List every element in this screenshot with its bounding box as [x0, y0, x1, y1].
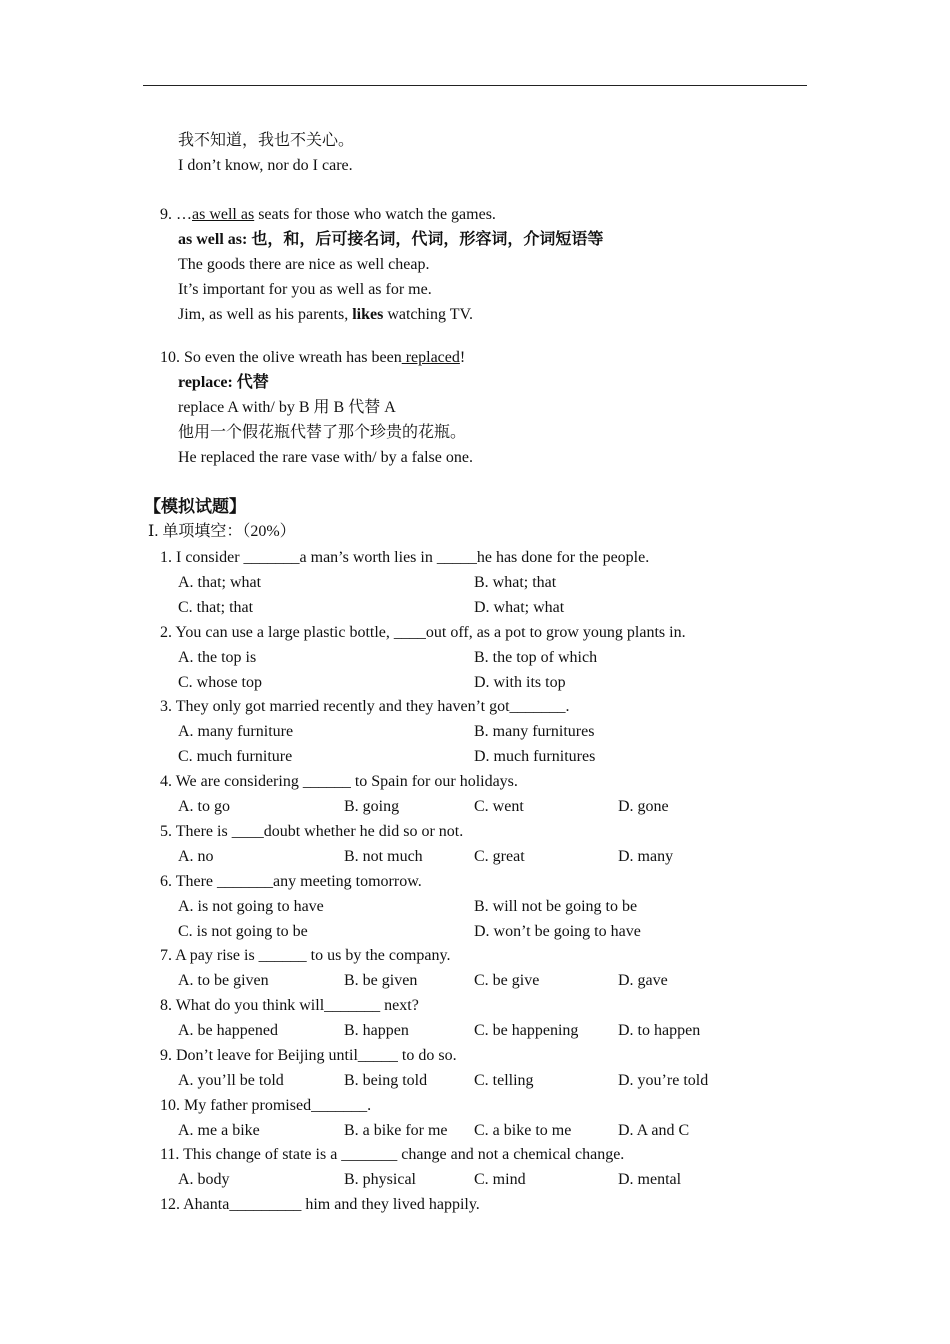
question-5-option-a: A. no [178, 848, 214, 865]
question-11-option-a: A. body [178, 1171, 230, 1188]
question-10-stem: 10. My father promised_______. [160, 1097, 372, 1114]
question-9-option-d: D. you’re told [618, 1072, 709, 1089]
note-10-pre: 10. So even the olive wreath has been [160, 349, 402, 366]
question-3-option-a: A. many furniture [178, 723, 294, 740]
note-9-definition: as well as: 也，和，后可接名词，代词，形容词，介词短语等 [178, 231, 604, 248]
note-8-chinese: 我不知道，我也不关心。 [178, 132, 355, 149]
question-2-stem: 2. You can use a large plastic bottle, ____out off, as a pot to grow young plants in. [160, 624, 686, 641]
question-10-option-c: C. a bike to me [474, 1122, 572, 1139]
question-3-stem: 3. They only got married recently and they haven’t got_______. [160, 698, 570, 715]
question-5-option-d: D. many [618, 848, 674, 865]
note-10-example-2: 他用一个假花瓶代替了那个珍贵的花瓶。 [178, 424, 467, 441]
question-8-option-d: D. to happen [618, 1022, 701, 1039]
question-8-stem: 8. What do you think will_______ next? [160, 997, 419, 1014]
part-title: Ⅰ. 单项填空：（20%） [148, 523, 296, 540]
question-4-option-d: D. gone [618, 798, 669, 815]
section-title: 【模拟试题】 [144, 497, 246, 516]
question-10-option-b: B. a bike for me [344, 1122, 448, 1139]
question-8-option-a: A. be happened [178, 1022, 278, 1039]
question-9-option-b: B. being told [344, 1072, 428, 1089]
question-11-option-c: C. mind [474, 1171, 526, 1188]
question-12-stem: 12. Ahanta_________ him and they lived happily. [160, 1196, 480, 1213]
note-9-example-3 [178, 305, 473, 325]
note-9-phrase: as well as [192, 206, 255, 223]
question-4-option-b: B. going [344, 798, 400, 815]
question-1-option-c: C. that; that [178, 599, 254, 616]
note-9-pre: 9. … [160, 206, 192, 223]
question-1-option-a: A. that; what [178, 574, 262, 591]
note-8-english: I don’t know, nor do I care. [178, 157, 353, 174]
question-11-option-d: D. mental [618, 1171, 682, 1188]
question-11-option-b: B. physical [344, 1171, 416, 1188]
note-10-example-3: He replaced the rare vase with/ by a false one. [178, 449, 473, 466]
note-9-example-3-post: watching TV. [383, 306, 473, 323]
question-1-option-d: D. what; what [474, 599, 565, 616]
question-6-option-d: D. won’t be going to have [474, 923, 641, 940]
question-6-option-a: A. is not going to have [178, 898, 324, 915]
question-4-option-c: C. went [474, 798, 524, 815]
question-11-stem: 11. This change of state is a _______ change and not a chemical change. [160, 1146, 625, 1163]
question-3-option-d: D. much furnitures [474, 748, 596, 765]
note-9-example-2: It’s important for you as well as for me. [178, 281, 432, 298]
question-7-stem: 7. A pay rise is ______ to us by the company. [160, 947, 451, 964]
question-5-stem: 5. There is ____doubt whether he did so or not. [160, 823, 464, 840]
question-10-option-d: D. A and C [618, 1122, 690, 1139]
question-8-option-b: B. happen [344, 1022, 409, 1039]
note-9-example-3-pre: Jim, as well as his parents, [178, 306, 353, 323]
question-7-option-d: D. gave [618, 972, 668, 989]
question-5-option-b: B. not much [344, 848, 423, 865]
question-1-stem: 1. I consider _______a man’s worth lies in _____he has done for the people. [160, 549, 650, 566]
question-2-option-d: D. with its top [474, 674, 566, 691]
note-10-example-1: replace A with/ by B 用 B 代替 A [178, 399, 396, 416]
note-9-example-1: The goods there are nice as well cheap. [178, 256, 430, 273]
question-9-option-c: C. telling [474, 1072, 534, 1089]
question-8-option-c: C. be happening [474, 1022, 579, 1039]
note-9-heading [160, 205, 496, 225]
question-6-option-b: B. will not be going to be [474, 898, 638, 915]
question-6-option-c: C. is not going to be [178, 923, 308, 940]
question-10-option-a: A. me a bike [178, 1122, 260, 1139]
note-10-phrase: replaced [401, 349, 460, 366]
question-5-option-c: C. great [474, 848, 525, 865]
question-4-option-a: A. to go [178, 798, 230, 815]
question-9-option-a: A. you’ll be told [178, 1072, 284, 1089]
question-6-stem: 6. There _______any meeting tomorrow. [160, 873, 422, 890]
note-9-post: seats for those who watch the games. [254, 206, 496, 223]
question-3-option-b: B. many furnitures [474, 723, 595, 740]
question-4-stem: 4. We are considering ______ to Spain for our holidays. [160, 773, 518, 790]
question-7-option-a: A. to be given [178, 972, 269, 989]
note-9-example-3-bold: likes [352, 306, 384, 323]
question-7-option-b: B. be given [344, 972, 418, 989]
question-2-option-c: C. whose top [178, 674, 262, 691]
note-10-definition: replace: 代替 [178, 374, 269, 391]
question-3-option-c: C. much furniture [178, 748, 293, 765]
question-1-option-b: B. what; that [474, 574, 557, 591]
question-2-option-b: B. the top of which [474, 649, 598, 666]
question-7-option-c: C. be give [474, 972, 540, 989]
note-10-post: ! [459, 349, 466, 366]
header-rule [143, 85, 807, 86]
question-2-option-a: A. the top is [178, 649, 257, 666]
question-9-stem: 9. Don’t leave for Beijing until_____ to do so. [160, 1047, 457, 1064]
note-10-heading [160, 348, 465, 368]
